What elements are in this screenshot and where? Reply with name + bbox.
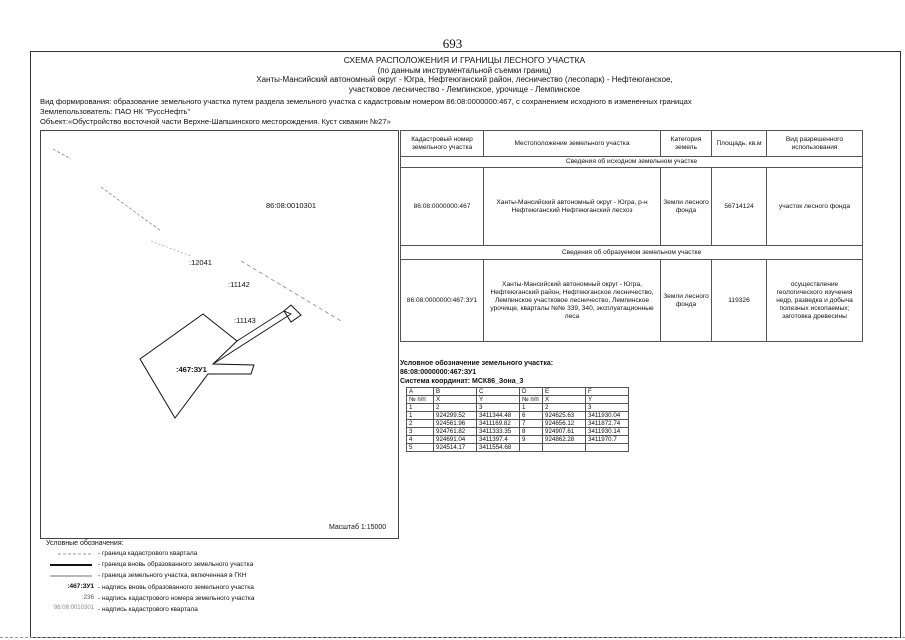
coords-letter: A (407, 388, 434, 396)
parcel-label: :11142 (228, 280, 250, 289)
map-panel (40, 130, 399, 539)
coordinates-table (406, 387, 629, 452)
parcel-table (400, 130, 863, 342)
quarter-boundary-line (101, 187, 161, 231)
coord-cell: 6 (520, 412, 543, 420)
coords-num: 2 (434, 404, 477, 412)
table-header-row (401, 131, 863, 157)
table-cell: Земли лесного фонда (661, 168, 712, 246)
coord-cell: 924625.63 (543, 412, 586, 420)
formed-boundary-swatch (46, 560, 94, 570)
legend-item (46, 594, 406, 604)
legend-item (46, 560, 406, 570)
coord-cell: 3411930.04 (586, 412, 629, 420)
coords-letter: F (586, 388, 629, 396)
title-line-3: Ханты-Мансийский автономный округ - Югра, Нефтеюганский район, лесничество (лесопарк) - Нефтеюганское, (256, 75, 673, 84)
coord-cell (520, 444, 543, 452)
coords-sub-row (407, 396, 629, 404)
formation-info: Вид формирования: образование земельного участка путем раздела земельного участка с кадастровым номером 86:08:0000000:467, с сохранением исходного в измененных границах (40, 97, 692, 106)
table-row (407, 412, 629, 420)
coords-num: 1 (520, 404, 543, 412)
scan-edge-line (0, 637, 905, 639)
quarter-label: 86:08:0010301 (266, 201, 317, 210)
coord-cell (543, 444, 586, 452)
legend-item (46, 549, 406, 559)
coords-sub: X (434, 396, 477, 404)
coord-cell: 1 (407, 412, 434, 420)
quarter-boundary-line (151, 241, 191, 256)
coord-cell: 3 (407, 428, 434, 436)
coords-sub: № п/п (407, 396, 434, 404)
coords-sub: Y (586, 396, 629, 404)
plot-designation-label: Условное обозначение земельного участка: (400, 360, 554, 367)
coord-cell: 924299.52 (434, 412, 477, 420)
legend-text: - надпись кадастрового квартала (98, 606, 198, 613)
map-drawing (41, 131, 398, 538)
legend-text: - граница кадастрового квартала (98, 550, 198, 557)
legend-text: - надпись кадастрового номера земельного участка (98, 595, 255, 602)
coord-cell: 924862.28 (543, 436, 586, 444)
table-cell: участок лесного фонда (767, 168, 863, 246)
coords-letter-row (407, 388, 629, 396)
legend-symbol: :467:ЗУ1 (67, 583, 94, 590)
table-cell: 56714124 (712, 168, 767, 246)
object-info: Объект:«Обустройство восточной части Верхне-Шапшинского месторождения. Куст скважин №27» (40, 117, 391, 126)
legend-symbol (46, 549, 94, 559)
table-cell: 119326 (712, 260, 767, 342)
coord-cell: 924907.61 (543, 428, 586, 436)
registered-boundary-swatch (46, 571, 94, 581)
quarter-boundary-line (241, 261, 341, 321)
section-row (401, 246, 863, 260)
coord-cell: 2 (407, 420, 434, 428)
coord-cell (586, 444, 629, 452)
coord-cell: 924656.12 (543, 420, 586, 428)
section-title: Сведения об образуемом земельном участке (401, 246, 863, 260)
coords-sub: № п/п (520, 396, 543, 404)
quarter-boundary-swatch (46, 549, 94, 559)
table-row (407, 444, 629, 452)
formed-plot-boundary (284, 305, 301, 322)
coords-num: 3 (477, 404, 520, 412)
table-header: Кадастровый номер земельного участка (401, 131, 484, 157)
coords-letter: E (543, 388, 586, 396)
coord-cell: 8 (520, 428, 543, 436)
coords-num-row (407, 404, 629, 412)
coords-letter: B (434, 388, 477, 396)
table-cell: Ханты-Мансийский автономный округ - Югра, р-н Нефтеюганский Нефтеюганский лесхоз (484, 168, 661, 246)
coord-cell: 3411930.14 (586, 428, 629, 436)
table-header: Категория земель (661, 131, 712, 157)
land-user-info: Землепользователь: ПАО НК "РуссНефть" (40, 107, 191, 116)
parcel-label: :11143 (234, 316, 256, 325)
table-row (407, 428, 629, 436)
coord-cell: 7 (520, 420, 543, 428)
coord-cell: 4 (407, 436, 434, 444)
table-cell: осуществление геологического изучения недр, разведка и добыча полезных ископаемых; заготовка древесины (767, 260, 863, 342)
coord-cell: 3411872.74 (586, 420, 629, 428)
section-title: Сведения об исходном земельном участке (401, 157, 863, 168)
map-scale: Масштаб 1:15000 (329, 524, 387, 531)
table-cell: 86:08:0000000:467 (401, 168, 484, 246)
coord-cell: 924761.82 (434, 428, 477, 436)
table-cell: Ханты-Мансийский автономный округ - Югра, Нефтеюганский район, Нефтеюганское лесничество, Лемпинское участковое лесничество, Лемпинское урочище, кварталы №№ 339, 340, эксплуатационные леса (484, 260, 661, 342)
legend-symbol: 86:08:0010301 (53, 605, 94, 611)
coords-sub: Y (477, 396, 520, 404)
coord-cell: 3411970.7 (586, 436, 629, 444)
coord-cell: 924691.04 (434, 436, 477, 444)
coords-letter: D (520, 388, 543, 396)
table-header: Местоположение земельного участка (484, 131, 661, 157)
table-row (401, 260, 863, 342)
coord-cell: 3411344.48 (477, 412, 520, 420)
legend-text: - граница вновь образованного земельного участка (98, 561, 254, 568)
coord-cell: 3411397.4 (477, 436, 520, 444)
legend-symbol (46, 571, 94, 581)
coord-cell: 3411169.82 (477, 420, 520, 428)
coord-cell: 3411333.35 (477, 428, 520, 436)
coords-num: 2 (543, 404, 586, 412)
section-row (401, 157, 863, 168)
legend-symbol: :236 (81, 594, 94, 601)
document-title (30, 56, 899, 94)
title-line-1: СХЕМА РАСПОЛОЖЕНИЯ И ГРАНИЦЫ ЛЕСНОГО УЧАСТКА (343, 55, 586, 65)
table-cell: 86:08:0000000:467:ЗУ1 (401, 260, 484, 342)
table-row (407, 420, 629, 428)
coord-cell: 924514.17 (434, 444, 477, 452)
coordinate-system: Система координат: МСК86_Зона_3 (400, 378, 524, 385)
legend-item (46, 571, 406, 581)
parcel-label: :12041 (189, 258, 212, 267)
table-header: Вид разрешенного использования (767, 131, 863, 157)
table-row (407, 436, 629, 444)
table-row (401, 168, 863, 246)
legend-title: Условные обозначения: (46, 540, 124, 547)
coord-cell: 9 (520, 436, 543, 444)
plot-designation-value: 86:08:0000000:467:ЗУ1 (400, 369, 477, 376)
coords-sub: X (543, 396, 586, 404)
title-line-4: участковое лесничество - Лемпинское, урочище - Лемпинское (348, 84, 581, 94)
quarter-boundary-line (53, 149, 71, 159)
coord-cell: 3411554.68 (477, 444, 520, 452)
legend-text: - граница земельного участка, включенная в ГКН (98, 572, 247, 579)
title-line-2: (по данным инструментальной съемки границ) (377, 65, 552, 75)
legend-item (46, 583, 406, 593)
coords-num: 1 (407, 404, 434, 412)
table-cell: Земли лесного фонда (661, 260, 712, 342)
formed-plot-label: :467:ЗУ1 (176, 365, 207, 374)
legend-item (46, 605, 406, 615)
coords-letter: C (477, 388, 520, 396)
coord-cell: 924561.96 (434, 420, 477, 428)
coord-cell: 5 (407, 444, 434, 452)
legend-symbol (46, 560, 94, 570)
legend-text: - надпись вновь образованного земельного участка (98, 584, 254, 591)
page-number: 693 (442, 36, 463, 51)
coords-num: 3 (586, 404, 629, 412)
table-header: Площадь, кв.м (712, 131, 767, 157)
